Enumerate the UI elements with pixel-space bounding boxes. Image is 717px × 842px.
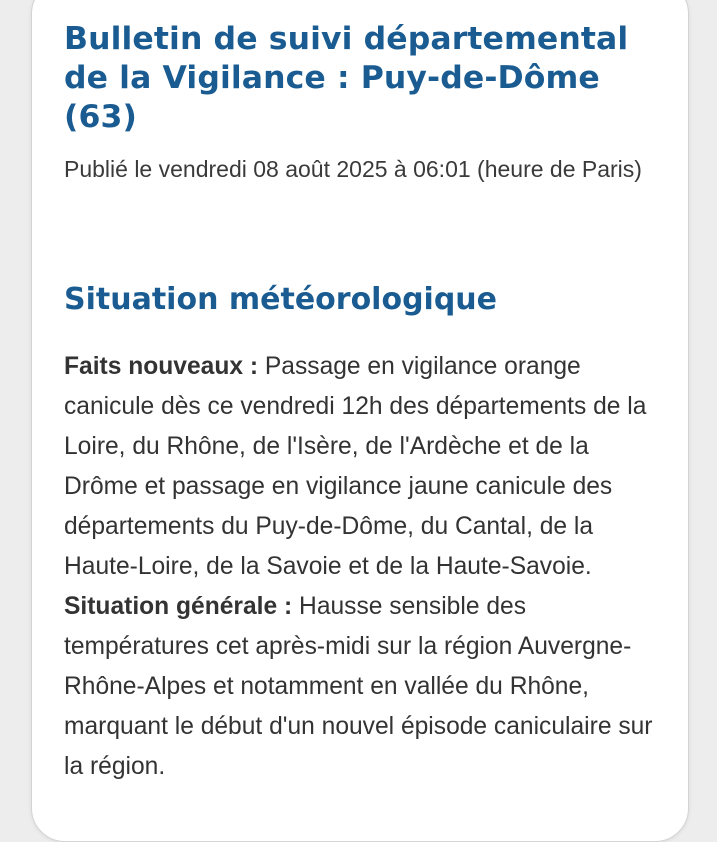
bulletin-title: Bulletin de suivi départemental de la Vigilance : Puy-de-Dôme (63): [64, 21, 629, 135]
published-date: Publié le vendredi 08 août 2025 à 06:01 (heure de Paris): [64, 156, 642, 182]
situation-paragraph: [64, 347, 664, 787]
faits-nouveaux-text: Passage en vigilance orange canicule dès ce vendredi 12h des départements de la Loire, du Rhône, de l'Isère, de l'Ardèche et de la Drôme et passage en vigilance jaune canicule des départements du Puy-de-Dôme, du Cantal, de la Haute-Loire, de la Savoie et de la Haute-Savoie.: [64, 353, 647, 580]
situation-generale-label: Situation générale :: [64, 593, 293, 620]
faits-nouveaux-label: Faits nouveaux :: [64, 353, 259, 380]
situation-generale-text: Hausse sensible des températures cet après-midi sur la région Auvergne-Rhône-Alpes et notamment en vallée du Rhône, marquant le début d'un nouvel épisode caniculaire sur la région.: [64, 593, 653, 780]
section-heading-situation: Situation météorologique: [64, 282, 498, 317]
